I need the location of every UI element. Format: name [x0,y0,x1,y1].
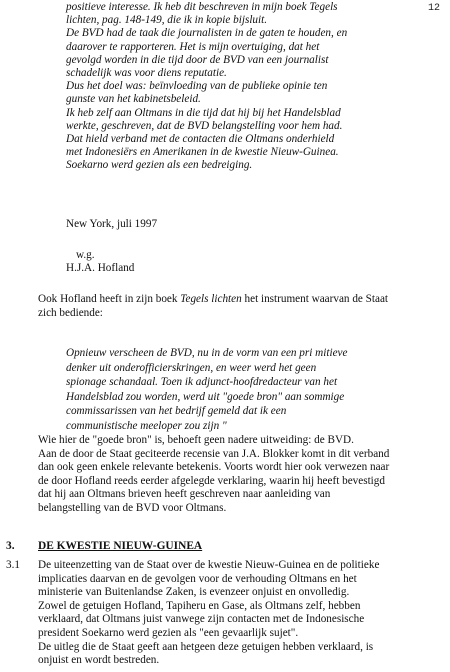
paragraph-line: belangstelling van de BVD voor Oltmans. [38,501,227,514]
paragraph-goede-bron [38,434,440,516]
paragraph-line: implicaties daarvan en de gevolgen voor de verhouding Oltmans en het [38,572,357,585]
paragraph-line: de door Hofland reeds eerder afgelegde verklaring, waarin hij heeft bevestigd [38,474,385,487]
intro-sentence-continued: zich bediende: [38,307,103,319]
quote-line: communistische meeloper zou zijn " [66,419,227,432]
paragraph-nieuw-guinea [38,559,440,668]
intro-prefix: Ook Hofland heeft in zijn boek [38,293,181,305]
signed-abbreviation: w.g. [76,249,95,261]
quote-block-hofland-statement [66,1,438,173]
quote-line: Ik heb zelf aan Oltmans in die tijd dat hij bij het Handelsblad [66,106,341,119]
section-title: DE KWESTIE NIEUW-GUINEA [38,540,203,552]
subsection-number: 3.1 [6,559,20,571]
quote-line: Dat hield verband met de contacten die Oltmans onderhield [66,133,335,146]
quote-line: gunste van het kabinetsbeleid. [66,93,201,106]
paragraph-line: onjuist en wordt bestreden. [38,654,160,667]
place-date: New York, juli 1997 [66,218,158,230]
quote-line: Handelsblad zou worden, werd uit "goede bron" aan sommige [66,390,345,403]
signatory-name: H.J.A. Hofland [66,262,135,274]
quote-line: Dus het doel was: beïnvloeding van de publieke opinie ten [66,80,328,93]
quote-line: gevolgd worden in die tijd door de BVD van een journalist [66,53,329,66]
quote-line: De BVD had de taak die journalisten in de gaten te houden, en [66,27,348,40]
quote-line: lichten, pag. 148-149, die ik in kopie bijsluit. [66,14,268,27]
quote-line: daarover te rapporteren. Het is mijn overtuiging, dat het [66,40,320,53]
paragraph-line: Aan de door de Staat geciteerde recensie van J.A. Blokker komt in dit verband [38,447,390,460]
paragraph-line: De uiteenzetting van de Staat over de kwestie Nieuw-Guinea en de politieke [38,559,380,571]
quote-line: Opnieuw verscheen de BVD, nu in de vorm van een pri mitieve [66,347,348,359]
paragraph-line: verklaard, dat Oltmans juist vanwege zijn contacten met de Indonesische [38,613,365,626]
quote-line: commissarissen van het bedrijf gemeld dat ik een [66,405,287,417]
paragraph-line: ministerie van Buitenlandse Zaken, is evenzeer onjuist en onvolledig. [38,586,350,599]
page-number: 12 [427,3,440,14]
quote-line: positieve interesse. Ik heb dit beschreven in mijn boek Tegels [66,1,338,13]
paragraph-line: Zowel de getuigen Hofland, Tapiheru en Gase, als Oltmans zelf, hebben [38,599,361,612]
paragraph-line: Wie hier de "goede bron" is, behoeft geen nadere uitweiding: de BVD. [38,434,354,446]
intro-sentence [38,293,388,305]
quote-line: werkte, geschreven, dat de BVD belangstelling voor hem had. [66,119,343,132]
paragraph-line: De uitleg die de Staat geeft aan hetgeen deze getuigen hebben verklaard, is [38,640,374,653]
section-number: 3. [6,540,15,552]
intro-suffix: het instrument waarvan de Staat [241,293,389,305]
paragraph-line: president Soekarno werd gezien als "een gevaarlijk sujet". [38,626,299,639]
quote-line: schadelijk was voor diens reputatie. [66,67,227,80]
quote-block-tegels-lichten [66,346,438,433]
book-title: Tegels lichten [180,293,242,305]
quote-line: spionage schandaal. Toen ik adjunct-hoofdredacteur van het [66,376,338,388]
quote-line: met Indonesiërs en Amerikanen in de kwestie Nieuw-Guinea. [66,146,339,159]
quote-line: denker uit onderofficierskringen, en weer werd het geen [66,361,317,374]
quote-line: Soekarno werd gezien als een bedreiging. [66,159,253,172]
paragraph-line: dan ook geen enkele relevante betekenis. Voorts wordt hier ook verwezen naar [38,461,390,474]
paragraph-line: dat hij aan Oltmans brieven heeft geschreven naar aanleiding van [38,488,331,501]
